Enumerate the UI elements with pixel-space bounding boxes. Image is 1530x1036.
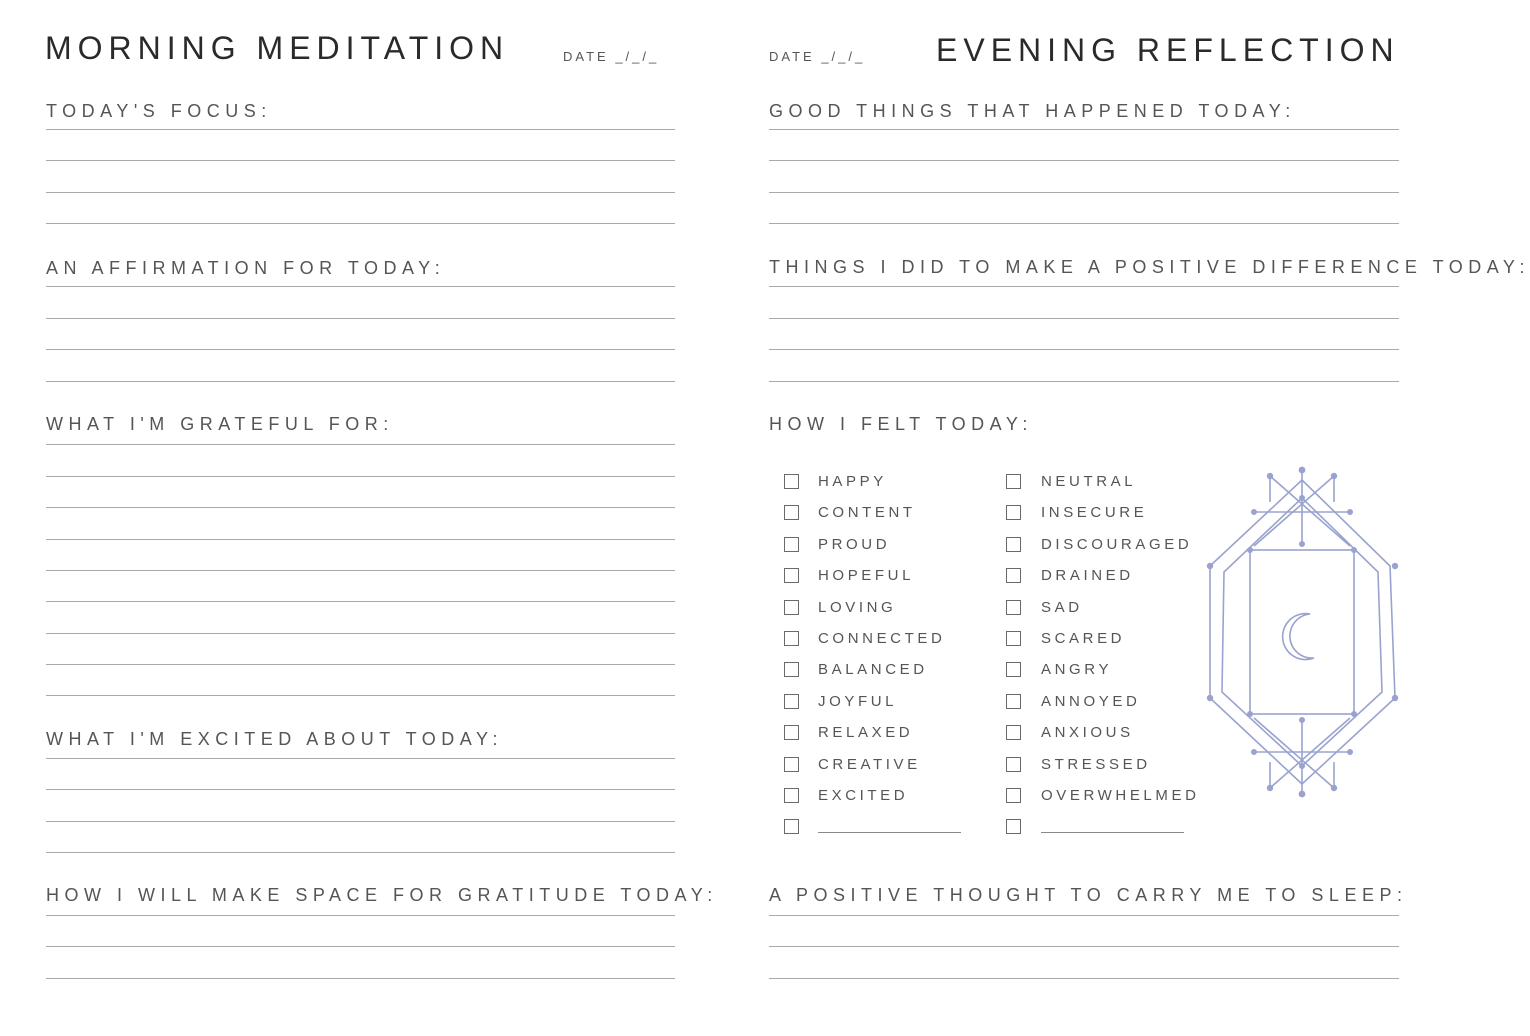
writing-line[interactable] [46, 852, 675, 853]
writing-line[interactable] [46, 946, 675, 947]
feeling-label: ANXIOUS [1041, 724, 1134, 742]
morning-meditation-title: MORNING MEDITATION [45, 30, 510, 66]
writing-line[interactable] [769, 223, 1399, 224]
writing-line[interactable] [46, 539, 675, 540]
feeling-checkbox[interactable] [784, 568, 799, 583]
writing-line[interactable] [46, 160, 675, 161]
feeling-label: DRAINED [1041, 567, 1134, 585]
feeling-label: DISCOURAGED [1041, 535, 1193, 553]
feeling-label: ANGRY [1041, 661, 1113, 679]
writing-line[interactable] [46, 821, 675, 822]
writing-line[interactable] [46, 633, 675, 634]
custom-feeling-checkbox[interactable] [1006, 819, 1021, 834]
writing-line[interactable] [769, 946, 1399, 947]
feeling-checkbox[interactable] [1006, 694, 1021, 709]
writing-line[interactable] [46, 915, 675, 916]
custom-feeling-checkbox[interactable] [784, 819, 799, 834]
feeling-checkbox[interactable] [784, 600, 799, 615]
feeling-checkbox[interactable] [1006, 474, 1021, 489]
positive-thought-label: A POSITIVE THOUGHT TO CARRY ME TO SLEEP: [769, 885, 1408, 905]
feeling-label: HOPEFUL [818, 567, 915, 585]
writing-line[interactable] [769, 192, 1399, 193]
writing-line[interactable] [46, 381, 675, 382]
grateful-for-label: WHAT I'M GRATEFUL FOR: [46, 414, 394, 434]
writing-line[interactable] [769, 349, 1399, 350]
writing-line[interactable] [46, 978, 675, 979]
feeling-label: OVERWHELMED [1041, 787, 1200, 804]
feeling-checkbox[interactable] [1006, 757, 1021, 772]
writing-line[interactable] [769, 129, 1399, 130]
writing-line[interactable] [46, 223, 675, 224]
feeling-label: NEUTRAL [1041, 473, 1137, 490]
feeling-label: HAPPY [818, 473, 887, 490]
feeling-checkbox[interactable] [784, 788, 799, 803]
evening-reflection-title: EVENING REFLECTION [936, 32, 1400, 68]
feeling-checkbox[interactable] [1006, 788, 1021, 803]
affirmation-label: AN AFFIRMATION FOR TODAY: [46, 258, 446, 278]
todays-focus-label: TODAY'S FOCUS: [46, 101, 272, 121]
feeling-checkbox[interactable] [784, 694, 799, 709]
writing-line[interactable] [46, 758, 675, 759]
writing-line[interactable] [46, 789, 675, 790]
writing-line[interactable] [46, 601, 675, 602]
good-things-label: GOOD THINGS THAT HAPPENED TODAY: [769, 101, 1296, 121]
feeling-label: BALANCED [818, 661, 928, 679]
writing-line[interactable] [46, 349, 675, 350]
writing-line[interactable] [46, 318, 675, 319]
writing-line[interactable] [769, 318, 1399, 319]
feeling-checkbox[interactable] [1006, 725, 1021, 740]
evening-date-field[interactable]: DATE _/_/_ [769, 49, 866, 64]
feeling-checkbox[interactable] [784, 631, 799, 646]
feeling-label: LOVING [818, 598, 897, 616]
feeling-label: ANNOYED [1041, 692, 1141, 710]
feeling-label: JOYFUL [818, 692, 898, 710]
feeling-checkbox[interactable] [1006, 662, 1021, 677]
writing-line[interactable] [769, 915, 1399, 916]
writing-line[interactable] [46, 664, 675, 665]
writing-line[interactable] [46, 444, 675, 445]
feeling-checkbox[interactable] [784, 757, 799, 772]
excited-about-label: WHAT I'M EXCITED ABOUT TODAY: [46, 729, 503, 749]
feeling-label: SAD [1041, 598, 1083, 616]
writing-line[interactable] [769, 286, 1399, 287]
space-for-gratitude-label: HOW I WILL MAKE SPACE FOR GRATITUDE TODAY: [46, 885, 718, 905]
writing-line[interactable] [46, 192, 675, 193]
feeling-label: PROUD [818, 535, 891, 553]
positive-difference-label: THINGS I DID TO MAKE A POSITIVE DIFFERENCE TODAY: [769, 257, 1530, 277]
feeling-label: RELAXED [818, 724, 914, 742]
feeling-checkbox[interactable] [784, 725, 799, 740]
feeling-checkbox[interactable] [1006, 505, 1021, 520]
feeling-checkbox[interactable] [784, 505, 799, 520]
crescent-moon-geometric-emblem-icon [1200, 462, 1405, 802]
writing-line[interactable] [46, 695, 675, 696]
feeling-label: CONNECTED [818, 630, 946, 647]
feeling-checkbox[interactable] [1006, 537, 1021, 552]
feeling-label: STRESSED [1041, 755, 1151, 773]
feeling-label: SCARED [1041, 630, 1126, 647]
feeling-label: CREATIVE [818, 755, 921, 773]
feeling-checkbox[interactable] [784, 474, 799, 489]
writing-line[interactable] [769, 978, 1399, 979]
how-i-felt-label: HOW I FELT TODAY: [769, 414, 1033, 434]
feeling-checkbox[interactable] [1006, 600, 1021, 615]
feeling-label: EXCITED [818, 787, 909, 804]
feeling-checkbox[interactable] [1006, 631, 1021, 646]
feeling-checkbox[interactable] [1006, 568, 1021, 583]
writing-line[interactable] [46, 286, 675, 287]
writing-line[interactable] [46, 129, 675, 130]
writing-line[interactable] [769, 381, 1399, 382]
writing-line[interactable] [46, 570, 675, 571]
feeling-checkbox[interactable] [784, 662, 799, 677]
writing-line[interactable] [46, 476, 675, 477]
writing-line[interactable] [46, 507, 675, 508]
custom-feeling-line[interactable] [818, 832, 961, 833]
feeling-label: INSECURE [1041, 504, 1148, 522]
feeling-label: CONTENT [818, 504, 916, 522]
morning-date-field[interactable]: DATE _/_/_ [563, 49, 660, 64]
custom-feeling-line[interactable] [1041, 832, 1184, 833]
writing-line[interactable] [769, 160, 1399, 161]
feeling-checkbox[interactable] [784, 537, 799, 552]
